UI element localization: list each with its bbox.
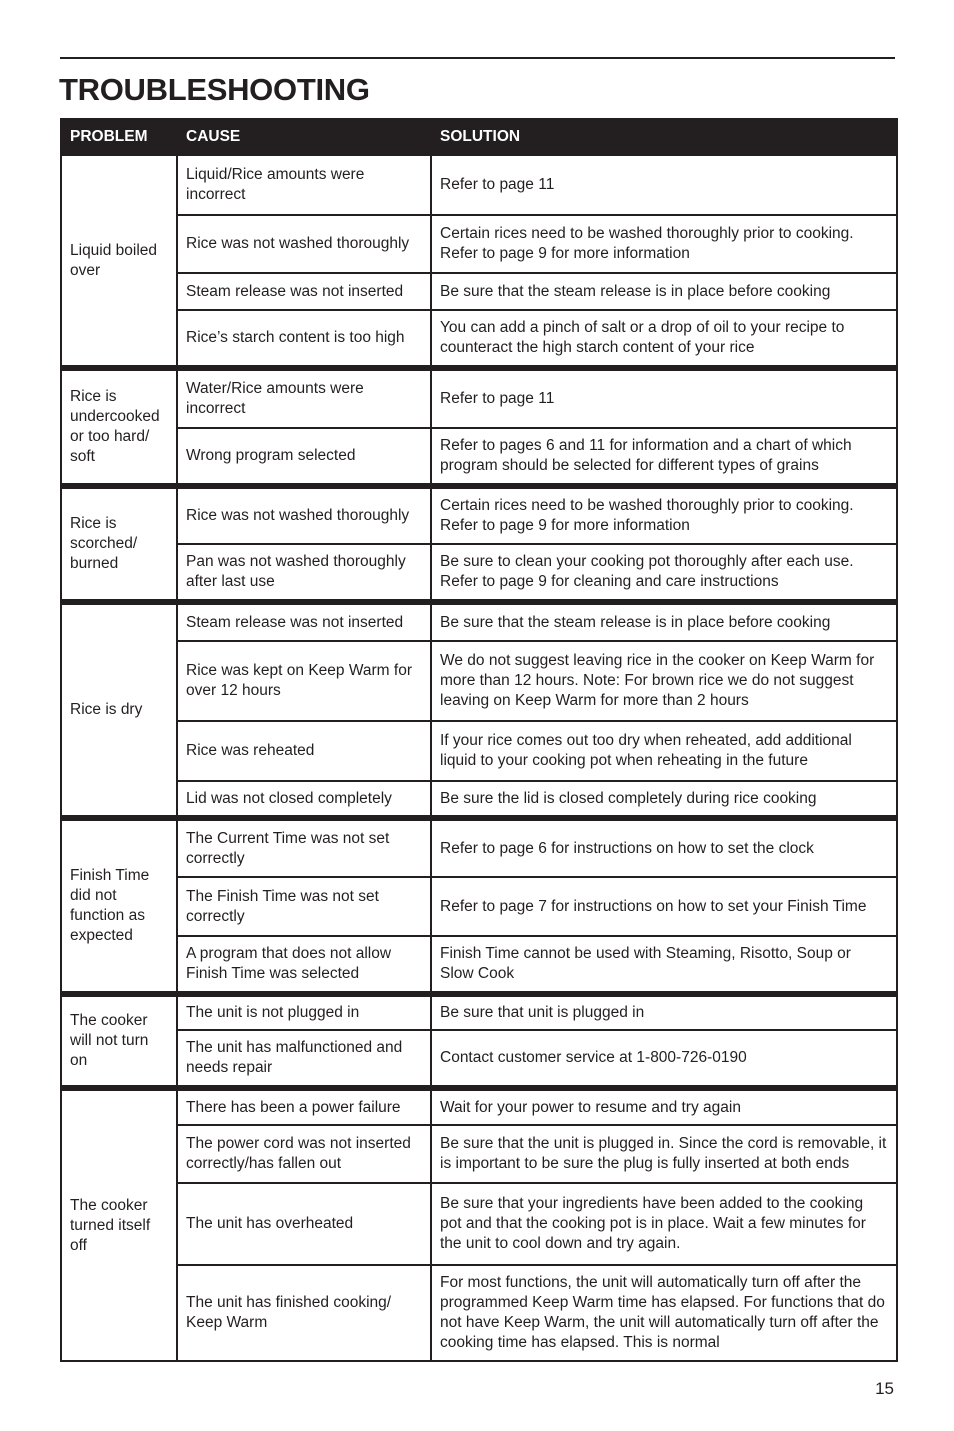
problem-group: [61, 368, 897, 486]
table-row: [61, 1088, 897, 1125]
solution-cell: Refer to page 11: [431, 368, 897, 428]
problem-group: [61, 994, 897, 1088]
header-solution: SOLUTION: [431, 119, 897, 155]
cause-cell: Rice’s starch content is too high: [177, 310, 431, 368]
solution-cell: Finish Time cannot be used with Steaming, Risotto, Soup or Slow Cook: [431, 936, 897, 994]
cause-cell: A program that does not allow Finish Time was selected: [177, 936, 431, 994]
table-row: [61, 1030, 897, 1088]
solution-cell: If your rice comes out too dry when reheated, add additional liquid to your cooking pot when reheating in the future: [431, 721, 897, 781]
solution-cell: Certain rices need to be washed thoroughly prior to cooking. Refer to page 9 for more information: [431, 215, 897, 273]
table-row: [61, 1265, 897, 1361]
cause-cell: The Finish Time was not set correctly: [177, 877, 431, 936]
table-header: [61, 119, 897, 155]
problem-cell: Rice is undercooked or too hard/ soft: [61, 368, 177, 486]
problem-cell: Liquid boiled over: [61, 155, 177, 368]
solution-cell: Be sure the lid is closed completely during rice cooking: [431, 781, 897, 818]
page-title: TROUBLESHOOTING: [59, 72, 370, 107]
cause-cell: Wrong program selected: [177, 428, 431, 486]
table-row: [61, 877, 897, 936]
cause-cell: The power cord was not inserted correctly/has fallen out: [177, 1125, 431, 1183]
table-row: [61, 486, 897, 544]
table-row: [61, 368, 897, 428]
problem-cell: Rice is dry: [61, 602, 177, 818]
solution-cell: We do not suggest leaving rice in the cooker on Keep Warm for more than 12 hours. Note: For brown rice we do not suggest leaving on Keep Warm for more than 2 hours: [431, 641, 897, 721]
table-row: [61, 641, 897, 721]
table-row: [61, 544, 897, 602]
solution-cell: Refer to page 11: [431, 155, 897, 215]
problem-group: [61, 1088, 897, 1361]
cause-cell: The unit has malfunctioned and needs repair: [177, 1030, 431, 1088]
header-row: [61, 119, 897, 155]
table-row: [61, 1125, 897, 1183]
table-row: [61, 273, 897, 310]
solution-cell: Refer to page 6 for instructions on how to set the clock: [431, 818, 897, 877]
table-row: [61, 215, 897, 273]
solution-cell: For most functions, the unit will automatically turn off after the programmed Keep Warm time has elapsed. For functions that do not have Keep Warm, the unit will automatically turn off after the cooking time has elapsed. This is normal: [431, 1265, 897, 1361]
cause-cell: The unit is not plugged in: [177, 994, 431, 1030]
solution-cell: Be sure that the steam release is in place before cooking: [431, 602, 897, 641]
header-problem: PROBLEM: [61, 119, 177, 155]
cause-cell: Steam release was not inserted: [177, 602, 431, 641]
cause-cell: The unit has finished cooking/ Keep Warm: [177, 1265, 431, 1361]
cause-cell: There has been a power failure: [177, 1088, 431, 1125]
header-cause: CAUSE: [177, 119, 431, 155]
cause-cell: Steam release was not inserted: [177, 273, 431, 310]
cause-cell: Rice was not washed thoroughly: [177, 215, 431, 273]
table-row: [61, 994, 897, 1030]
page-number: 15: [875, 1379, 894, 1398]
solution-cell: Certain rices need to be washed thoroughly prior to cooking. Refer to page 9 for more information: [431, 486, 897, 544]
cause-cell: Rice was reheated: [177, 721, 431, 781]
solution-cell: Be sure that the steam release is in place before cooking: [431, 273, 897, 310]
solution-cell: Wait for your power to resume and try again: [431, 1088, 897, 1125]
solution-cell: Contact customer service at 1-800-726-0190: [431, 1030, 897, 1088]
cause-cell: The Current Time was not set correctly: [177, 818, 431, 877]
table-row: [61, 155, 897, 215]
problem-cell: The cooker turned itself off: [61, 1088, 177, 1361]
table-row: [61, 310, 897, 368]
solution-cell: You can add a pinch of salt or a drop of oil to your recipe to counteract the high starch content of your rice: [431, 310, 897, 368]
table-row: [61, 602, 897, 641]
solution-cell: Refer to pages 6 and 11 for information and a chart of which program should be selected for different types of grains: [431, 428, 897, 486]
top-rule: [60, 57, 895, 59]
table-row: [61, 781, 897, 818]
problem-cell: The cooker will not turn on: [61, 994, 177, 1088]
table-row: [61, 936, 897, 994]
table-row: [61, 818, 897, 877]
problem-group: [61, 602, 897, 818]
cause-cell: The unit has overheated: [177, 1183, 431, 1265]
cause-cell: Water/Rice amounts were incorrect: [177, 368, 431, 428]
problem-cell: Finish Time did not function as expected: [61, 818, 177, 994]
solution-cell: Refer to page 7 for instructions on how to set your Finish Time: [431, 877, 897, 936]
problem-group: [61, 818, 897, 994]
problem-group: [61, 155, 897, 368]
solution-cell: Be sure to clean your cooking pot thoroughly after each use. Refer to page 9 for cleaning and care instructions: [431, 544, 897, 602]
solution-cell: Be sure that unit is plugged in: [431, 994, 897, 1030]
cause-cell: Liquid/Rice amounts were incorrect: [177, 155, 431, 215]
problem-group: [61, 486, 897, 602]
troubleshooting-table: [60, 118, 898, 1362]
cause-cell: Lid was not closed completely: [177, 781, 431, 818]
table-row: [61, 721, 897, 781]
solution-cell: Be sure that your ingredients have been added to the cooking pot and that the cooking pot is in place. Wait a few minutes for the unit to cool down and try again.: [431, 1183, 897, 1265]
problem-cell: Rice is scorched/ burned: [61, 486, 177, 602]
solution-cell: Be sure that the unit is plugged in. Since the cord is removable, it is important to be sure the plug is fully inserted at both ends: [431, 1125, 897, 1183]
table-row: [61, 428, 897, 486]
cause-cell: Pan was not washed thoroughly after last use: [177, 544, 431, 602]
table-row: [61, 1183, 897, 1265]
cause-cell: Rice was not washed thoroughly: [177, 486, 431, 544]
cause-cell: Rice was kept on Keep Warm for over 12 hours: [177, 641, 431, 721]
